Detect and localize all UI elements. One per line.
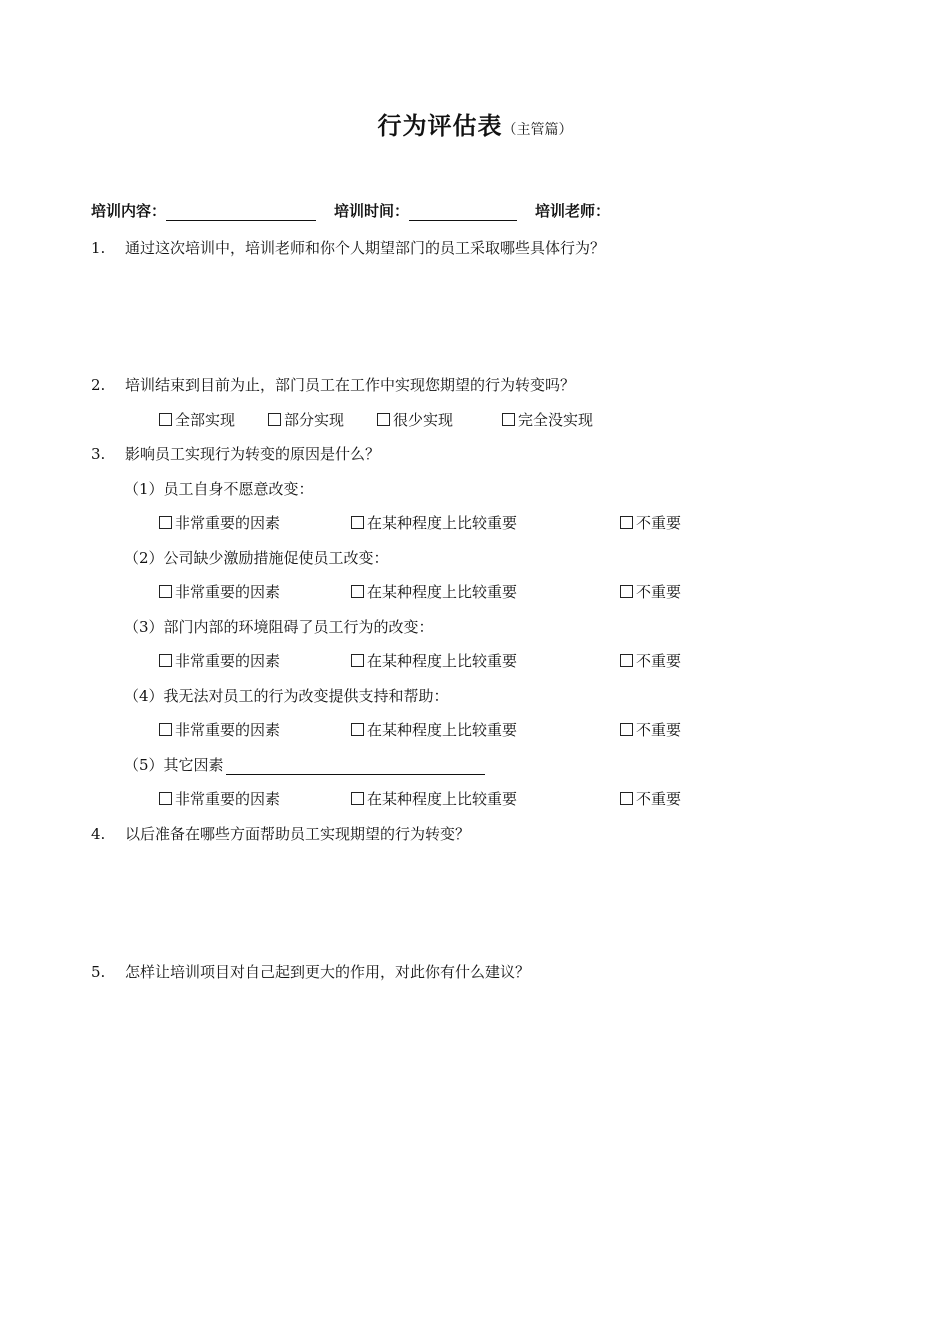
training-time-label: 培训时间：	[334, 202, 410, 220]
question-text: 培训结束到目前为止，部门员工在工作中实现您期望的行为转变吗？	[125, 376, 576, 394]
factor-4-option-somewhat-important[interactable]: 在某种程度上比较重要	[351, 719, 517, 740]
option-not-realized[interactable]: 完全没实现	[502, 409, 593, 430]
factor-2-option-somewhat-important[interactable]: 在某种程度上比较重要	[351, 581, 517, 602]
question-text: 以后准备在哪些方面帮助员工实现期望的行为转变？	[125, 825, 471, 843]
question-text: 通过这次培训中，培训老师和你个人期望部门的员工采取哪些具体行为？	[125, 239, 606, 257]
question-text: 怎样让培训项目对自己起到更大的作用，对此你有什么建议？	[125, 963, 531, 981]
factor-5-row	[124, 754, 485, 775]
checkbox-icon	[351, 723, 364, 736]
question-number: 2.	[91, 376, 106, 394]
factor-3-label: （3）部门内部的环境阻碍了员工行为的改变：	[124, 618, 434, 636]
other-factor-blank[interactable]	[226, 760, 485, 775]
factor-1-option-not-important[interactable]: 不重要	[620, 512, 681, 533]
form-title-sub: （主管篇）	[502, 122, 573, 138]
factor-2-option-very-important[interactable]: 非常重要的因素	[159, 581, 280, 602]
factor-5-option-very-important[interactable]: 非常重要的因素	[159, 788, 280, 809]
factor-3-option-somewhat-important[interactable]: 在某种程度上比较重要	[351, 650, 517, 671]
training-content-label: 培训内容：	[91, 202, 167, 220]
question-number: 3.	[91, 445, 106, 463]
form-title	[0, 106, 950, 141]
checkbox-icon	[159, 413, 172, 426]
training-teacher-label: 培训老师：	[535, 202, 611, 220]
checkbox-icon	[502, 413, 515, 426]
checkbox-icon	[351, 792, 364, 805]
option-all-realized[interactable]: 全部实现	[159, 409, 235, 430]
factor-4-option-very-important[interactable]: 非常重要的因素	[159, 719, 280, 740]
checkbox-icon	[620, 516, 633, 529]
checkbox-icon	[620, 723, 633, 736]
factor-4-label: （4）我无法对员工的行为改变提供支持和帮助：	[124, 687, 449, 705]
factor-5-option-not-important[interactable]: 不重要	[620, 788, 681, 809]
form-title-main: 行为评估表	[377, 112, 503, 140]
checkbox-icon	[620, 654, 633, 667]
checkbox-icon	[159, 516, 172, 529]
training-content-blank[interactable]	[166, 206, 316, 221]
checkbox-icon	[159, 585, 172, 598]
question-5	[91, 961, 530, 982]
question-4	[91, 823, 470, 844]
checkbox-icon	[620, 585, 633, 598]
checkbox-icon	[159, 723, 172, 736]
checkbox-icon	[159, 654, 172, 667]
checkbox-icon	[377, 413, 390, 426]
option-rarely-realized[interactable]: 很少实现	[377, 409, 453, 430]
training-time-blank[interactable]	[409, 206, 517, 221]
factor-1-label: （1）员工自身不愿意改变：	[124, 480, 314, 498]
checkbox-icon	[351, 516, 364, 529]
question-text: 影响员工实现行为转变的原因是什么？	[125, 445, 381, 463]
factor-2-label: （2）公司缺少激励措施促使员工改变：	[124, 549, 389, 567]
factor-1-option-somewhat-important[interactable]: 在某种程度上比较重要	[351, 512, 517, 533]
question-3	[91, 443, 380, 464]
checkbox-icon	[351, 654, 364, 667]
factor-2-option-not-important[interactable]: 不重要	[620, 581, 681, 602]
factor-1-option-very-important[interactable]: 非常重要的因素	[159, 512, 280, 533]
checkbox-icon	[159, 792, 172, 805]
training-info-row	[91, 200, 610, 221]
checkbox-icon	[268, 413, 281, 426]
question-number: 4.	[91, 825, 106, 843]
factor-3-option-very-important[interactable]: 非常重要的因素	[159, 650, 280, 671]
checkbox-icon	[351, 585, 364, 598]
factor-5-label: （5）其它因素	[124, 756, 224, 774]
question-number: 5.	[91, 963, 106, 981]
checkbox-icon	[620, 792, 633, 805]
factor-5-option-somewhat-important[interactable]: 在某种程度上比较重要	[351, 788, 517, 809]
question-2	[91, 374, 575, 395]
factor-3-option-not-important[interactable]: 不重要	[620, 650, 681, 671]
option-partly-realized[interactable]: 部分实现	[268, 409, 344, 430]
question-number: 1.	[91, 239, 106, 257]
factor-4-option-not-important[interactable]: 不重要	[620, 719, 681, 740]
question-1	[91, 237, 605, 258]
